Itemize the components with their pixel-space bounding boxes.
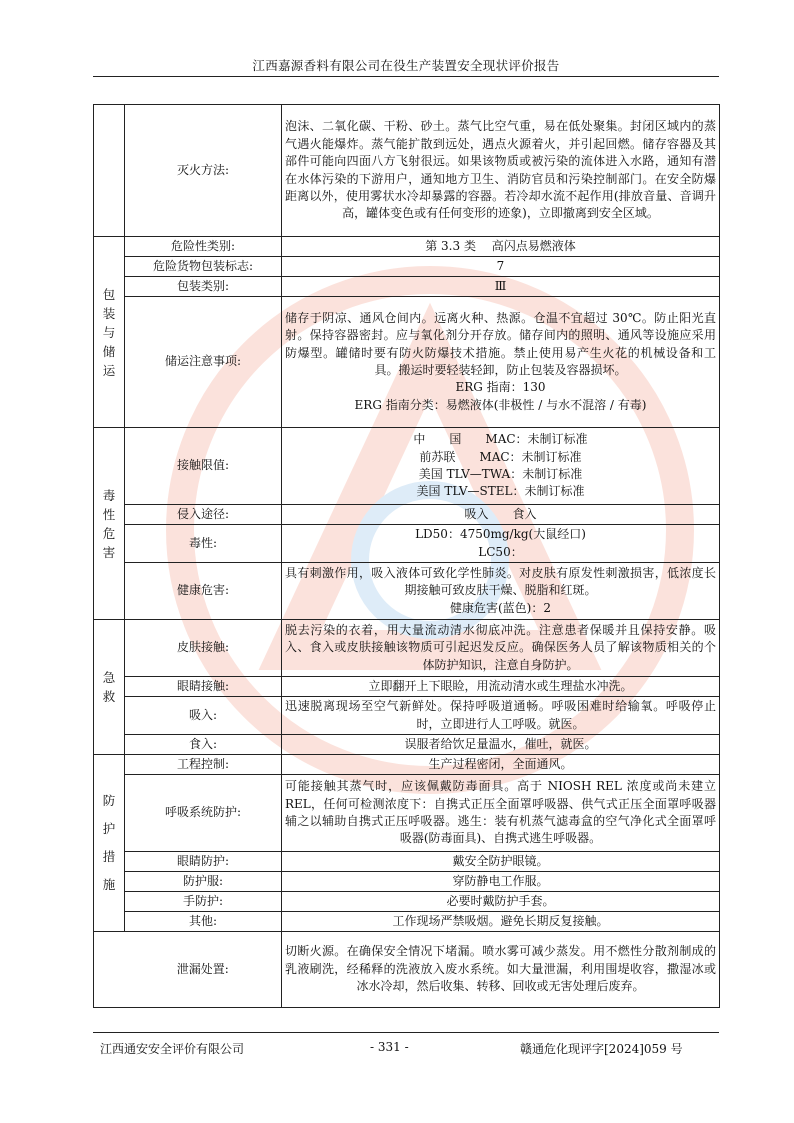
tox-row — [94, 525, 720, 563]
packaging-row — [94, 257, 720, 277]
header-divider — [93, 76, 719, 77]
protection-value: 穿防静电工作服。 — [282, 872, 720, 892]
firstaid-row — [94, 697, 720, 735]
protection-value: 戴安全防护眼镜。 — [282, 852, 720, 872]
leak-cat — [94, 932, 125, 1008]
fire-cat — [94, 105, 125, 237]
fire-row — [94, 105, 720, 237]
health-row — [94, 563, 720, 620]
packaging-row — [94, 277, 720, 297]
protection-value: 可能接触其蒸气时，应该佩戴防毒面具。高于 NIOSH REL 浓度或尚未建立 REL，任何可检测浓度下：自携式正压全面罩呼吸器、供气式正压全面罩呼吸器辅之以辅助自携式正压呼吸器。逃生：装有机蒸气滤毒盒的空气净化式全面罩呼吸器(防毒面具)、自携式逃生呼吸器。 — [282, 775, 720, 852]
toxicity-category: 毒性危害 — [94, 428, 125, 620]
page-header: 江西嘉源香料有限公司在役生产装置安全现状评价报告 — [252, 58, 560, 73]
protection-row — [94, 912, 720, 932]
firstaid-value: 迅速脱离现场至空气新鲜处。保持呼吸道通畅。呼吸困难时给输氧。呼吸停止时，立即进行人工呼吸。就医。 — [282, 697, 720, 735]
packaging-row — [94, 237, 720, 257]
protection-label: 防护服: — [125, 872, 282, 892]
protection-label: 呼吸系统防护: — [125, 775, 282, 852]
erg-class: ERG 指南分类：易燃液体(非极性 / 与水不混溶 / 有毒) — [354, 397, 647, 412]
firstaid-row — [94, 735, 720, 755]
exposure-line: 美国 TLV—TWA：未制订标准 — [418, 467, 583, 481]
health-cell — [282, 563, 720, 620]
firstaid-category: 急救 — [94, 620, 125, 755]
exposure-line: 前苏联 MAC：未制订标准 — [419, 449, 582, 464]
health-label: 健康危害: — [125, 563, 282, 620]
msds-table — [93, 104, 720, 1008]
exposure-label: 接触限值: — [125, 428, 282, 505]
route-row — [94, 505, 720, 525]
protection-row — [94, 892, 720, 912]
storage-row — [94, 297, 720, 428]
firstaid-label: 皮肤接触: — [125, 620, 282, 677]
tox-label: 毒性: — [125, 525, 282, 563]
protection-label: 手防护: — [125, 892, 282, 912]
firstaid-label: 眼睛接触: — [125, 677, 282, 697]
storage-text: 储存于阴凉、通风仓间内。远离火种、热源。仓温不宜超过 30℃。防止阳光直射。保持容器密封。应与氧化剂分开存放。储存间内的照明、通风等设施应采用防爆型。罐储时要有防火防爆技术措施。禁止使用易产生火花的机械设备和工具。搬运时要轻装轻卸，防止包装及容器损坏。 — [285, 310, 716, 377]
lc50: LC50： — [478, 544, 523, 559]
storage-label: 储运注意事项: — [125, 297, 282, 428]
packaging-label: 包装类别: — [125, 277, 282, 297]
firstaid-label: 吸入: — [125, 697, 282, 735]
leak-text: 切断火源。在确保安全情况下堵漏。喷水雾可减少蒸发。用不燃性分散剂制成的乳液刷洗，经稀释的洗液放入废水系统。如大量泄漏，利用围堤收容，撒湿冰或冰水冷却，然后收集、转移、回收或无害处理后废弃。 — [282, 932, 720, 1008]
exposure-line: 中 国 MAC：未制订标准 — [413, 432, 588, 447]
packaging-value: Ⅲ — [282, 277, 720, 297]
route-value: 吸入 食入 — [282, 505, 720, 525]
route-label: 侵入途径: — [125, 505, 282, 525]
packaging-value: 7 — [282, 257, 720, 277]
protection-row — [94, 872, 720, 892]
health-text: 具有刺激作用，吸入液体可致化学性肺炎。对皮肤有原发性刺激损害，低浓度长期接触可致皮肤干燥、脱脂和红斑。 — [285, 565, 716, 598]
protection-value: 工作现场严禁吸烟。避免长期反复接触。 — [282, 912, 720, 932]
storage-cell — [282, 297, 720, 428]
firstaid-value: 脱去污染的衣着，用大量流动清水彻底冲洗。注意患者保暖并且保持安静。吸入、食入或皮肤接触该物质可引起迟发反应。确保医务人员了解该物质相关的个体防护知识，注意自身防护。 — [282, 620, 720, 677]
packaging-label: 危险性类别: — [125, 237, 282, 257]
footer-divider — [93, 1032, 719, 1033]
ld50: LD50：4750mg/kg(大鼠经口) — [415, 527, 586, 542]
firstaid-label: 食入: — [125, 735, 282, 755]
protection-label: 工程控制: — [125, 755, 282, 775]
protection-value: 生产过程密闭，全面通风。 — [282, 755, 720, 775]
erg-guide: ERG 指南：130 — [455, 380, 546, 395]
fire-text: 泡沫、二氧化碳、干粉、砂土。蒸气比空气重，易在低处聚集。封闭区域内的蒸气遇火能爆炸。蒸气能扩散到远处，遇点火源着火，并引起回燃。储存容器及其部件可能向四面八方飞射很远。如果该物质或被污染的流体进入水路，通知有潜在水体污染的下游用户，通知地方卫生、消防官员和污染控制部门。在安全防爆距离以外，使用雾状水冷却暴露的容器。若冷却水流不起作用(排放音量、音调升高，罐体变色或有任何变形的迹象)，立即撤离到安全区域。 — [282, 105, 720, 237]
protection-category-text: 防护措施 — [102, 793, 116, 892]
firstaid-value: 误服者给饮足量温水，催吐，就医。 — [282, 735, 720, 755]
fire-label: 灭火方法: — [125, 105, 282, 237]
protection-category — [94, 755, 125, 932]
footer-code: 赣通危化现评字[2024]059 号 — [520, 1042, 683, 1056]
protection-label: 其他: — [125, 912, 282, 932]
firstaid-value: 立即翻开上下眼睑，用流动清水或生理盐水冲洗。 — [282, 677, 720, 697]
packaging-label: 危险货物包装标志: — [125, 257, 282, 277]
firstaid-row — [94, 620, 720, 677]
protection-value: 必要时戴防护手套。 — [282, 892, 720, 912]
firstaid-row — [94, 677, 720, 697]
packaging-category: 包装与储运 — [94, 237, 125, 428]
exposure-cell — [282, 428, 720, 505]
leak-label: 泄漏处置: — [125, 932, 282, 1008]
footer-page: - 331 - — [370, 1040, 409, 1054]
protection-label: 眼睛防护: — [125, 852, 282, 872]
tox-cell — [282, 525, 720, 563]
leak-row — [94, 932, 720, 1008]
protection-row — [94, 775, 720, 852]
protection-row — [94, 852, 720, 872]
exposure-line: 美国 TLV—STEL：未制订标准 — [416, 484, 585, 499]
packaging-value: 第 3.3 类 高闪点易燃液体 — [282, 237, 720, 257]
footer-company: 江西通安安全评价有限公司 — [100, 1042, 245, 1056]
health-rating: 健康危害(蓝色)：2 — [450, 600, 551, 615]
exposure-row — [94, 428, 720, 505]
protection-row — [94, 755, 720, 775]
